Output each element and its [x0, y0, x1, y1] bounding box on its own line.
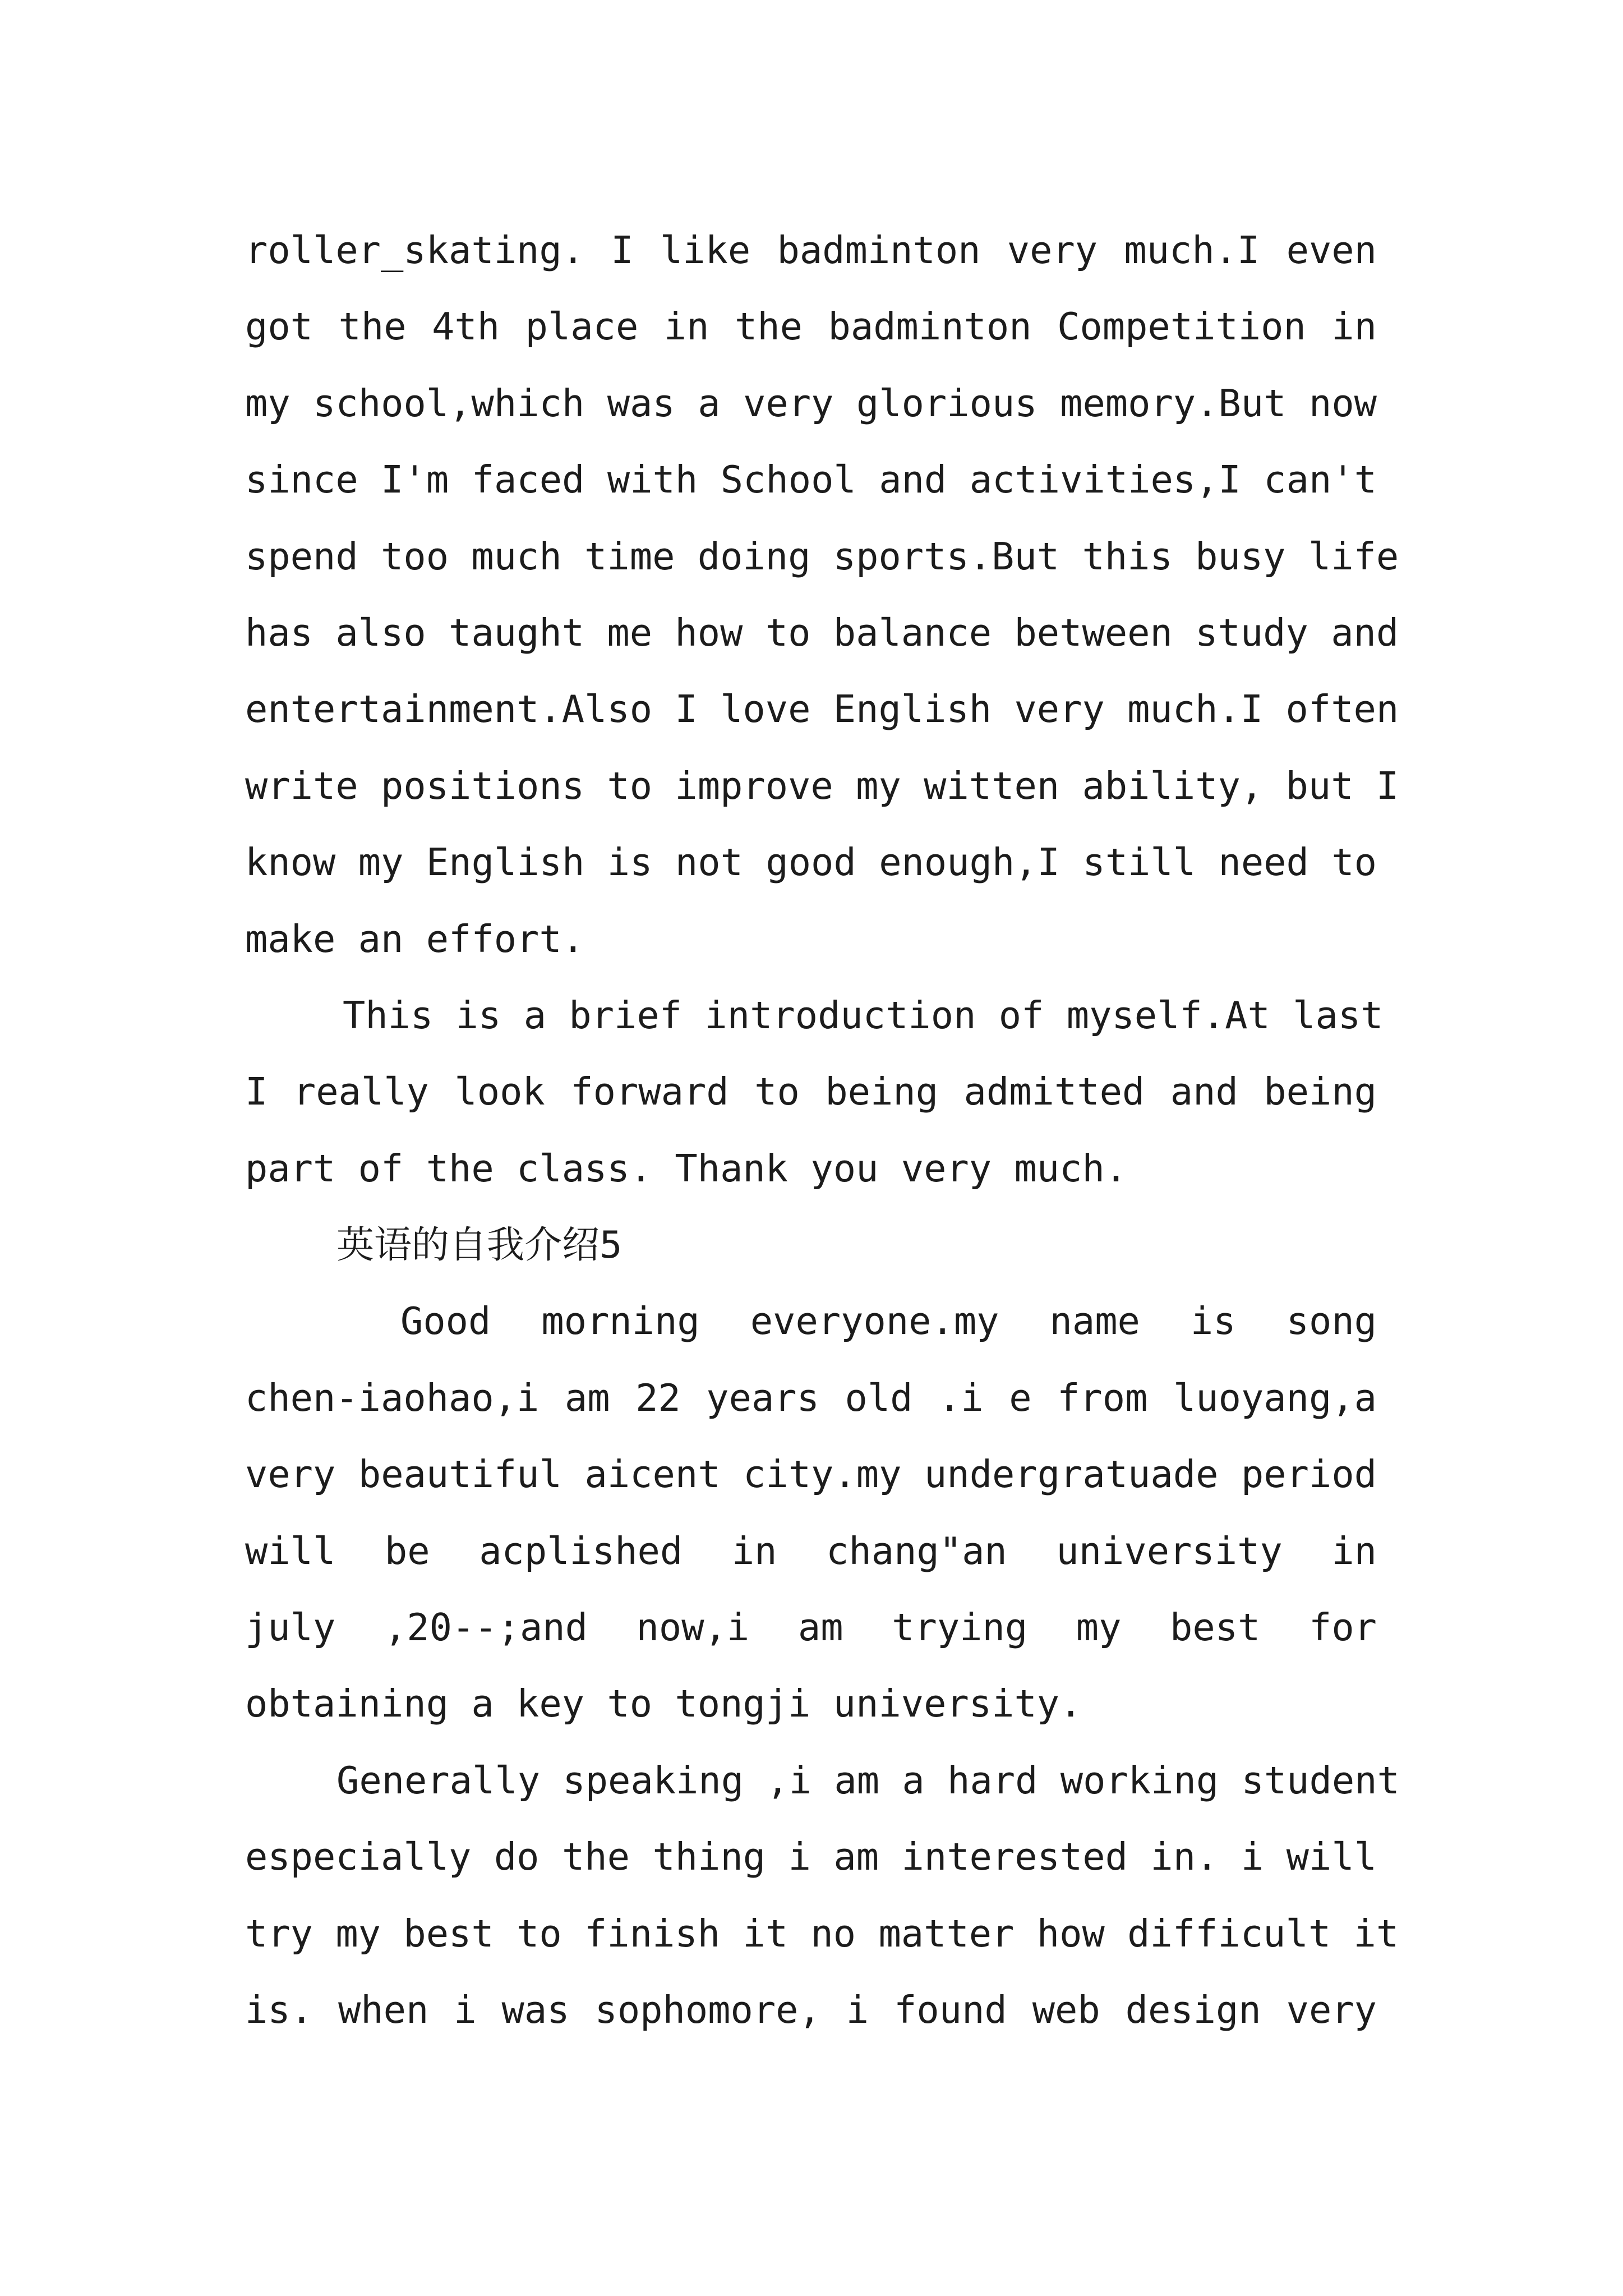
- section-heading: 英语的自我介绍5: [336, 1223, 623, 1267]
- text-line: my school,which was a very glorious memory.But now: [245, 381, 1377, 425]
- text-line: I really look forward to being admitted and being: [245, 1070, 1377, 1114]
- text-line: roller_skating. I like badminton very much.I even: [245, 228, 1377, 272]
- text-line: make an effort.: [245, 917, 585, 961]
- text-line: has also taught me how to balance between study and: [245, 610, 1399, 655]
- text-line: This is a brief introduction of myself.At last: [343, 993, 1384, 1037]
- text-line: part of the class. Thank you very much.: [245, 1146, 1128, 1190]
- text-line: chen-iaohao,i am 22 years old .i e from luoyang,a: [245, 1375, 1377, 1420]
- text-line: Good morning everyone.my name is song: [400, 1299, 1377, 1343]
- document-body: [245, 212, 1400, 2048]
- text-line: especially do the thing i am interested in. i will: [245, 1835, 1377, 1879]
- text-line: will be acplished in chang"an university in: [245, 1529, 1377, 1573]
- text-line: know my English is not good enough,I still need to: [245, 840, 1377, 885]
- text-line: is. when i was sophomore, i found web design very: [245, 1987, 1377, 2032]
- text-line: obtaining a key to tongji university.: [245, 1682, 1082, 1726]
- text-line: got the 4th place in the badminton Competition in: [245, 305, 1377, 349]
- text-line: very beautiful aicent city.my undergratuade period: [245, 1452, 1377, 1497]
- text-line: try my best to finish it no matter how difficult it: [245, 1911, 1399, 1955]
- text-line: july ,20--;and now,i am trying my best for: [245, 1605, 1377, 1650]
- text-line: Generally speaking ,i am a hard working student: [336, 1758, 1400, 1802]
- text-line: spend too much time doing sports.But this busy life: [245, 534, 1399, 578]
- text-line: since I'm faced with School and activities,I can't: [245, 458, 1377, 502]
- text-line: write positions to improve my witten ability, but I: [245, 763, 1399, 808]
- text-line: entertainment.Also I love English very much.I often: [245, 687, 1399, 731]
